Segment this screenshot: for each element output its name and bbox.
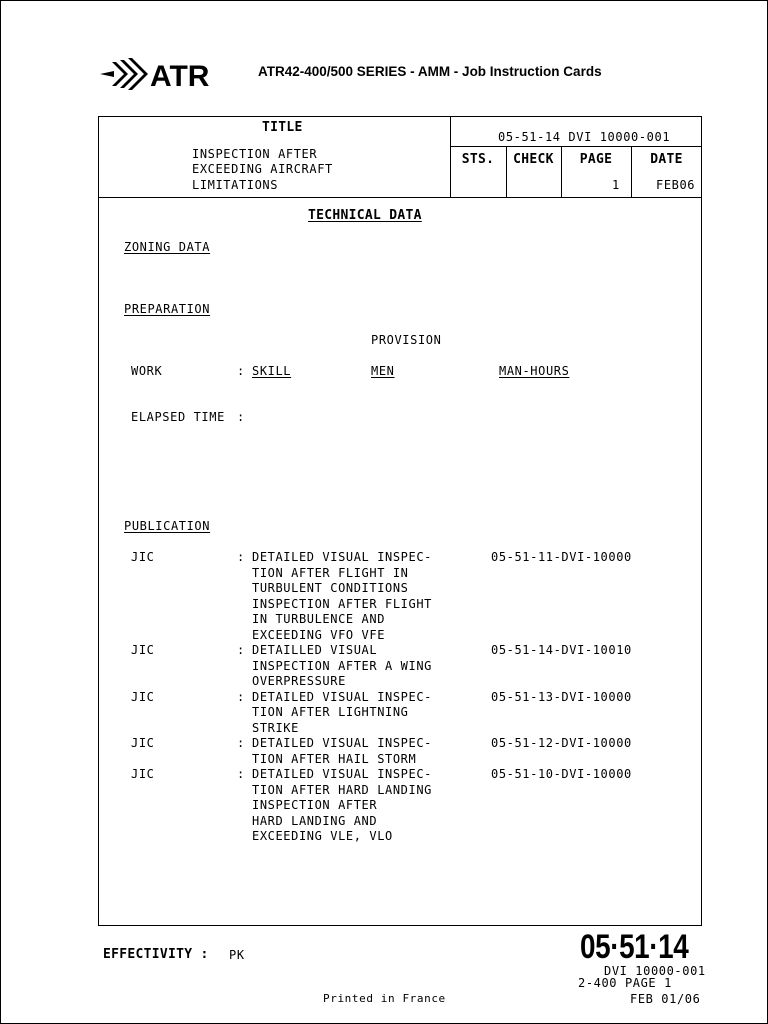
atr-logo: [98, 52, 218, 96]
footer-dvi: DVI 10000-001: [604, 964, 706, 978]
reference-rule: [450, 146, 702, 147]
publication-line: TURBULENT CONDITIONS: [252, 581, 409, 595]
title-line-3: LIMITATIONS: [192, 178, 279, 192]
publication-colon: :: [237, 736, 245, 750]
publication-line: TION AFTER HAIL STORM: [252, 752, 417, 766]
publication-line: INSPECTION AFTER FLIGHT: [252, 597, 432, 611]
publication-type: JIC: [131, 550, 155, 564]
work-label: WORK: [131, 364, 163, 378]
publication-ref: 05-51-10-DVI-10000: [491, 767, 632, 781]
publication-line: DETAILED VISUAL INSPEC-: [252, 736, 432, 750]
publication-ref: 05-51-14-DVI-10010: [491, 643, 632, 657]
publication-line: TION AFTER FLIGHT IN: [252, 566, 409, 580]
publication-line: DETAILED VISUAL INSPEC-: [252, 767, 432, 781]
publication-line: EXCEEDING VFO VFE: [252, 628, 386, 642]
printed-in-france: Printed in France: [323, 992, 446, 1005]
publication-line: DETAILLED VISUAL: [252, 643, 378, 657]
footer-page-line: 2-400 PAGE 1: [578, 976, 672, 990]
page-value: 1: [612, 178, 620, 192]
card-reference: 05-51-14 DVI 10000-001: [498, 130, 671, 144]
col-check: CHECK: [513, 152, 554, 167]
provision-label: PROVISION: [371, 333, 442, 347]
zoning-data-heading: ZONING DATA: [124, 240, 211, 254]
title-line-1: INSPECTION AFTER: [192, 147, 318, 161]
title-block-bottom-rule: [98, 197, 702, 198]
elapsed-colon: :: [237, 410, 245, 424]
publication-line: DETAILED VISUAL INSPEC-: [252, 690, 432, 704]
publication-line: HARD LANDING AND: [252, 814, 378, 828]
card-code: 05·51·14: [580, 928, 689, 966]
publication-colon: :: [237, 550, 245, 564]
work-colon: :: [237, 364, 245, 378]
publication-colon: :: [237, 767, 245, 781]
col-sts: STS.: [461, 152, 495, 167]
publication-ref: 05-51-13-DVI-10000: [491, 690, 632, 704]
title-label: TITLE: [262, 120, 303, 135]
publication-type: JIC: [131, 643, 155, 657]
publication-type: JIC: [131, 767, 155, 781]
effectivity-label: EFFECTIVITY :: [103, 947, 209, 962]
footer-date: FEB 01/06: [630, 992, 701, 1006]
logo-arrows-icon: [100, 58, 148, 90]
publication-line: OVERPRESSURE: [252, 674, 346, 688]
men-label: MEN: [371, 364, 395, 378]
effectivity-value: PK: [229, 948, 245, 962]
publication-heading: PUBLICATION: [124, 519, 211, 533]
publication-line: IN TURBULENCE AND: [252, 612, 386, 626]
publication-line: INSPECTION AFTER: [252, 798, 378, 812]
publication-line: TION AFTER LIGHTNING: [252, 705, 409, 719]
publication-line: STRIKE: [252, 721, 299, 735]
publication-colon: :: [237, 690, 245, 704]
publication-line: INSPECTION AFTER A WING: [252, 659, 432, 673]
logo-text: ATR: [150, 60, 210, 93]
publication-colon: :: [237, 643, 245, 657]
publication-line: DETAILED VISUAL INSPEC-: [252, 550, 432, 564]
preparation-heading: PREPARATION: [124, 302, 211, 316]
publication-line: TION AFTER HARD LANDING: [252, 783, 432, 797]
publication-ref: 05-51-12-DVI-10000: [491, 736, 632, 750]
publication-type: JIC: [131, 690, 155, 704]
col-page: PAGE: [579, 152, 613, 167]
date-value: FEB06: [656, 178, 696, 192]
man-hours-label: MAN-HOURS: [499, 364, 570, 378]
elapsed-time-label: ELAPSED TIME: [131, 410, 225, 424]
title-line-2: EXCEEDING AIRCRAFT: [192, 162, 333, 176]
publication-ref: 05-51-11-DVI-10000: [491, 550, 632, 564]
publication-type: JIC: [131, 736, 155, 750]
document-header-title: ATR42-400/500 SERIES - AMM - Job Instruction Cards: [258, 64, 602, 79]
technical-data-heading: TECHNICAL DATA: [308, 208, 422, 223]
publication-line: EXCEEDING VLE, VLO: [252, 829, 393, 843]
col-date: DATE: [650, 152, 683, 167]
skill-label: SKILL: [252, 364, 292, 378]
